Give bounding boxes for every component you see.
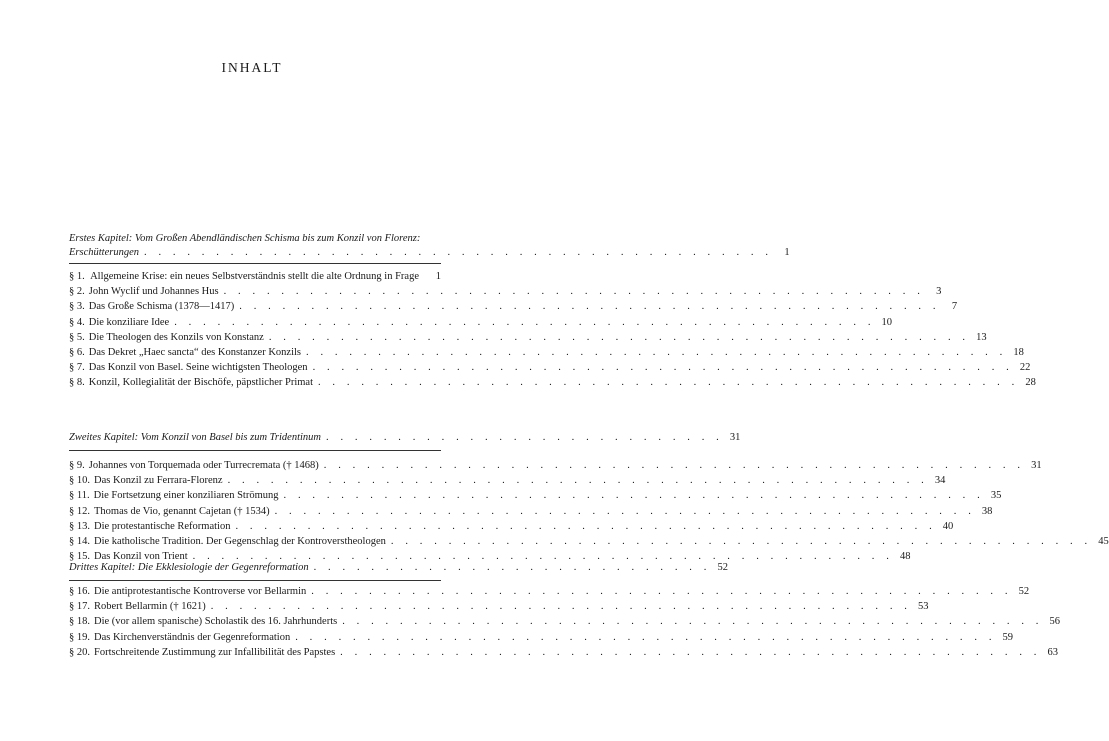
page-number: 59: [1002, 631, 1014, 643]
page-number: 7: [951, 301, 958, 313]
toc-entry: [69, 535, 1109, 549]
leader-dots: . . . . . . . . . . . . . . . . . . . . . . . . . . . . . . . . . . . . . . . . . . . . . . . . .: [239, 301, 941, 313]
chapter-title: Drittes Kapitel: Die Ekklesiologie der Gegenreformation: [69, 562, 309, 573]
section-title: Das Konzil von Trient: [94, 551, 188, 563]
section-title: Die Theologen des Konzils von Konstanz: [88, 331, 264, 343]
section-number: § 12.: [69, 505, 90, 517]
chapter-page: 52: [717, 562, 728, 573]
section-number: § 17.: [69, 601, 90, 613]
toc-entry: [69, 376, 1036, 390]
leader-dots: . . . . . . . . . . . . . . . . . . . . . . . . . . . . . . . . . . . . . . . . . . . . . . . . .: [306, 347, 1007, 358]
leader-dots: . . . . . . . . . . . . . . . . . . . . . . . . . . . . . . . . . . . . . . . . . . . . . . . . .: [192, 551, 894, 563]
section-number: § 7.: [69, 362, 85, 374]
leader-dots: . . . . . . . . . . . . . . . . . . . . . . . . . . . . . . . . . . . . . . . . . . . . . . . . .: [340, 646, 1041, 658]
toc-entry: [69, 631, 1014, 645]
page-title: INHALT: [221, 60, 283, 75]
section-number: § 11.: [69, 490, 90, 502]
toc-entry: [69, 505, 993, 519]
leader-dots: . . . . . . . . . . . . . . . . . . . . . . . . . . . . . . . . . . . . . . . . . . . . . . . . .: [311, 586, 1013, 597]
toc-entry: [69, 600, 929, 614]
toc-entry: [69, 346, 1024, 360]
chapter-title: Erstes Kapitel: Vom Großen Abendländischen Schisma bis zum Konzil von Florenz:: [69, 233, 421, 244]
section-number: § 14.: [69, 536, 90, 547]
leader-dots: . . . . . . . . . . . . . . . . . . . . . . . . . . . . . . . . . . . . . . . . . . . . . . . . .: [390, 536, 1092, 547]
toc-entry: [69, 361, 1031, 375]
section-title: John Wyclif und Johannes Hus: [88, 286, 219, 298]
section-title: Fortschreitende Zustimmung zur Infallibilität des Papstes: [94, 646, 336, 658]
leader-dots: . . . . . . . . . . . . . . . . . . . . . . . . . . . . . . . . . . . . . . . . . . . . . . . . .: [174, 316, 876, 328]
section-number: § 10.: [69, 475, 90, 487]
chapter-page: 31: [729, 432, 741, 443]
divider: [69, 450, 441, 451]
page-number: 31: [1031, 460, 1042, 471]
toc-entry: [69, 331, 987, 345]
section-title: Thomas de Vio, genannt Cajetan († 1534): [94, 505, 270, 517]
page-number: 40: [942, 520, 954, 532]
chapter-title-continued: Erschütterungen: [69, 246, 139, 258]
leader-dots: . . . . . . . . . . . . . . . . . . . . . . . . . . . . . . . . . . . . . . . . . . . . . . . . .: [323, 460, 1025, 471]
section-number: § 3.: [69, 301, 85, 313]
leader-dots: . . . . . . . . . . . . . . . . . . . . . . . . . . . . . . . . . . . . . . . . . . . . . . . . .: [342, 616, 1044, 628]
section-title: Allgemeine Krise: ein neues Selbstverständnis stellt die alte Ordnung in Frage: [90, 271, 419, 282]
section-title: Die (vor allem spanische) Scholastik des 16. Jahrhunderts: [94, 616, 338, 628]
divider: [69, 580, 441, 581]
page-number: 35: [990, 490, 1002, 502]
chapter-3-heading: [69, 561, 728, 575]
leader-dots: . . . . . . . . . . . . . . . . . . . . . . . . . . . . . . . . . . . . . . . . . . . . . . . . .: [210, 601, 912, 613]
leader-dots: . . . . . . . . . . . . . . . . . . . . . . . . . . . . . . . . . . . . . . . . . . . . . . . . .: [295, 631, 997, 643]
section-number: § 13.: [69, 520, 90, 532]
section-title: Das Große Schisma (1378—1417): [88, 301, 235, 313]
page-number: 22: [1019, 362, 1031, 374]
section-number: § 2.: [69, 286, 85, 298]
leader-dots: . . . . . . . . . . . . . . . . . . . . . . . . . . . .: [326, 432, 724, 443]
page-number: 10: [881, 316, 893, 328]
section-title: Die konziliare Idee: [88, 316, 170, 328]
section-title: Das Kirchenverständnis der Gegenreformation: [94, 631, 291, 643]
leader-dots: . . . . . . . . . . . . . . . . . . . . . . . . . . . . . . . . . . . . . . . . . . . . . . . . .: [317, 377, 1019, 389]
section-title: Die antiprotestantische Kontroverse vor Bellarmin: [94, 586, 307, 597]
section-number: § 4.: [69, 316, 85, 328]
toc-entry: [69, 474, 946, 488]
section-number: § 19.: [69, 631, 90, 643]
leader-dots: . . . . . . . . . . . . . . . . . . . . . . . . . . . . . . . . . . . . . . . . . . . . . . . . .: [312, 362, 1014, 374]
page-number: 13: [976, 331, 987, 343]
section-number: § 9.: [69, 460, 85, 471]
section-title: Johannes von Torquemada oder Turrecremata († 1468): [88, 460, 319, 471]
toc-entry: [69, 585, 1030, 599]
section-number: § 8.: [69, 377, 85, 389]
section-title: Die katholische Tradition. Der Gegenschlag der Kontroverstheologen: [94, 536, 386, 547]
section-number: § 20.: [69, 646, 90, 658]
leader-dots: . . . . . . . . . . . . . . . . . . . . . . . . . . . . . . . . . . . . . . . . . . . . . . . . .: [235, 520, 937, 532]
section-title: Die Fortsetzung einer konziliaren Strömung: [93, 490, 279, 502]
leader-dots: . . . . . . . . . . . . . . . . . . . . . . . . . . . . . . . . . . . . . . . . . . . . . . . . .: [283, 490, 985, 502]
section-number: § 15.: [69, 551, 90, 563]
page-number: 48: [899, 551, 911, 563]
section-number: § 5.: [69, 331, 85, 343]
toc-entry: [69, 459, 1042, 473]
toc-entry: [69, 646, 1058, 660]
chapter-title: Zweites Kapitel: Vom Konzil von Basel bis zum Tridentinum: [69, 432, 322, 443]
page-number: 18: [1013, 347, 1024, 358]
page-number: 3: [936, 286, 942, 298]
page-number: 63: [1047, 646, 1058, 658]
leader-dots: . . . . . . . . . . . . . . . . . . . . . . . . . . . . . . . . . . . . . . . . . . . . . . . . .: [227, 475, 929, 487]
page-number: 28: [1025, 377, 1036, 389]
section-title: Konzil, Kollegialität der Bischöfe, päpstlicher Primat: [88, 377, 313, 389]
leader-dots: . . . . . . . . . . . . . . . . . . . . . . . . . . . .: [313, 562, 711, 573]
divider: [69, 263, 441, 264]
page-number: 53: [918, 601, 929, 613]
leader-dots: . . . . . . . . . . . . . . . . . . . . . . . . . . . . . . . . . . . . . . . . . . . .: [144, 246, 773, 258]
toc-entry: [69, 285, 942, 299]
section-title: Das Konzil von Basel. Seine wichtigsten Theologen: [88, 362, 308, 374]
page-number: 1: [435, 271, 441, 282]
page-number: 56: [1049, 616, 1061, 628]
section-title: Robert Bellarmin († 1621): [94, 601, 206, 613]
page-number: 34: [934, 475, 946, 487]
section-number: § 16.: [69, 586, 90, 597]
chapter-page: 1: [784, 246, 790, 258]
page-number: 45: [1098, 536, 1109, 547]
toc-entry: [69, 489, 1002, 503]
page-number: 38: [981, 505, 993, 517]
section-number: § 18.: [69, 616, 90, 628]
section-number: § 6.: [69, 347, 85, 358]
chapter-2-heading: [69, 431, 741, 445]
section-title: Das Dekret „Haec sancta“ des Konstanzer Konzils: [88, 347, 301, 358]
toc-entry: [69, 300, 958, 314]
toc-entry: [69, 615, 1061, 629]
chapter-1-heading: [69, 232, 790, 259]
section-title: Das Konzil zu Ferrara-Florenz: [94, 475, 223, 487]
toc-entry: [69, 520, 954, 534]
toc-entry: [69, 316, 893, 330]
toc-entry: [69, 270, 441, 284]
page-number: 52: [1018, 586, 1030, 597]
leader-dots: . . . . . . . . . . . . . . . . . . . . . . . . . . . . . . . . . . . . . . . . . . . . . . . . .: [223, 286, 925, 298]
leader-dots: . . . . . . . . . . . . . . . . . . . . . . . . . . . . . . . . . . . . . . . . . . . . . . . . .: [274, 505, 976, 517]
section-title: Die protestantische Reformation: [94, 520, 231, 532]
section-number: § 1.: [69, 271, 85, 282]
leader-dots: . . . . . . . . . . . . . . . . . . . . . . . . . . . . . . . . . . . . . . . . . . . . . . . . .: [268, 331, 970, 343]
